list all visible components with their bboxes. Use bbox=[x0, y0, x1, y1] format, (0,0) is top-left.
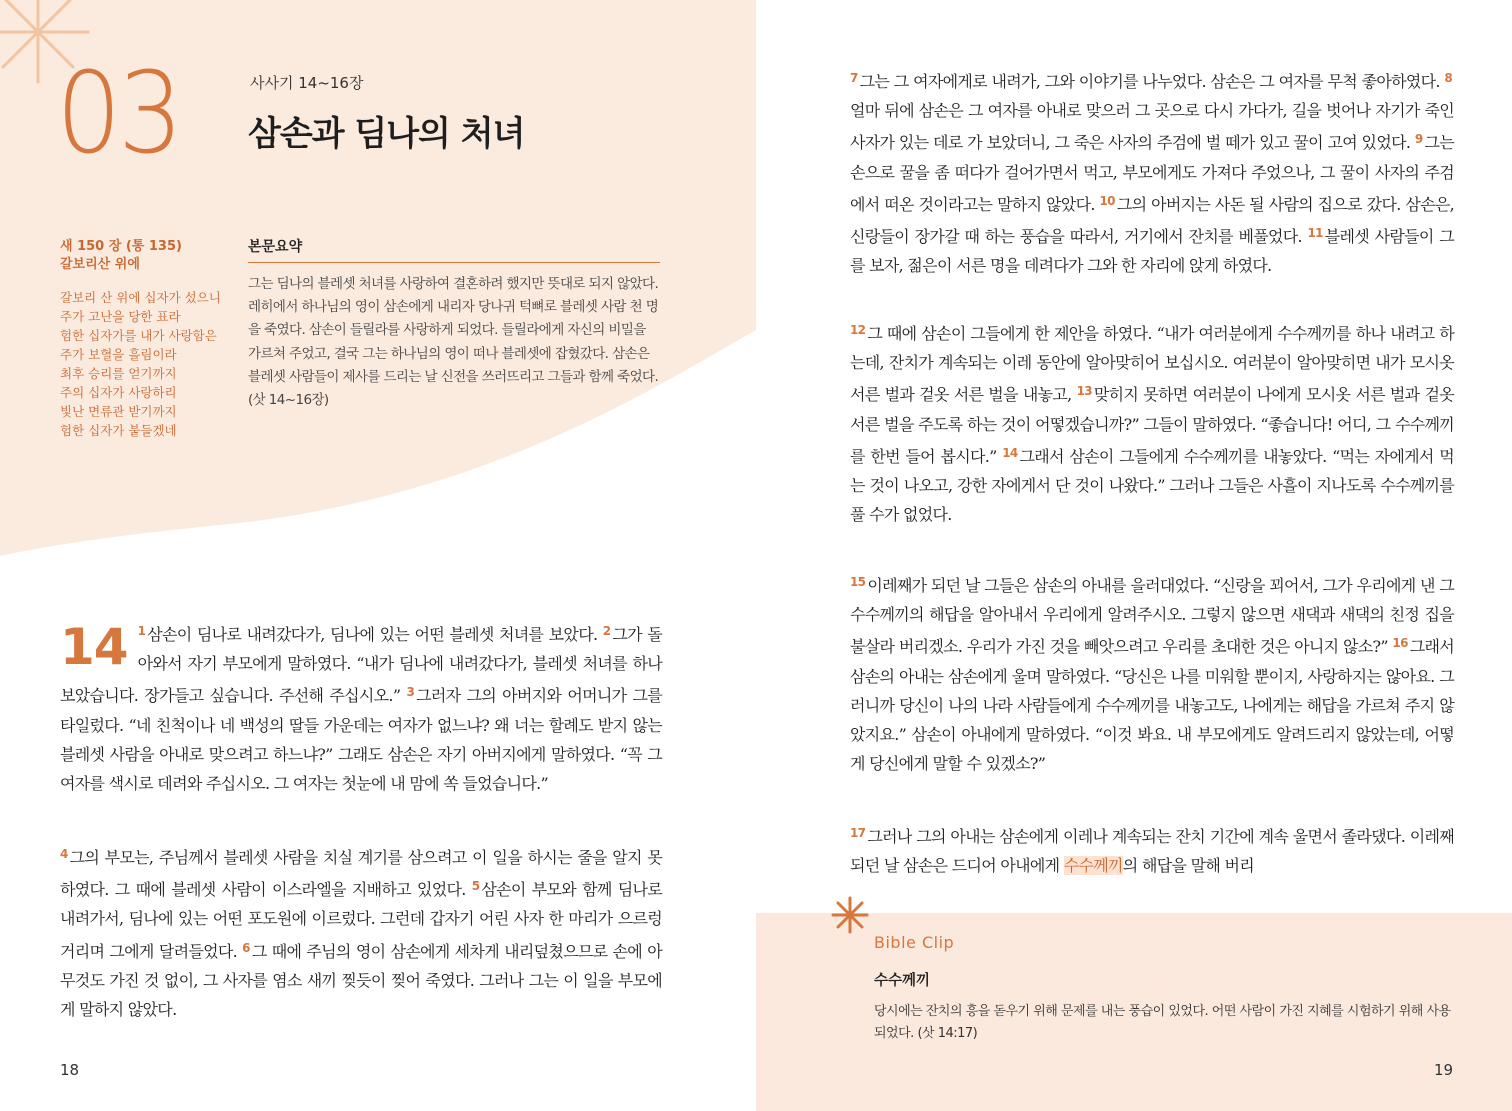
verse-number: 8 bbox=[1444, 71, 1452, 85]
verse-number: 6 bbox=[242, 940, 250, 955]
verse-text: 그래서 삼손의 아내는 삼손에게 울며 말하였다. “당신은 나를 미워할 뿐이지, 사랑하지는 않아요. 그러니까 당신이 나의 나라 사람들에게 수수께끼를 내놓고도, 나에게는 해답을 가르쳐 주지 않았지요.” 삼손이 아내에게 말하였다. “이것 봐요. 내 부모에게도 알려드리지 않았는데, 어떻게 당신에게 말할 수 있겠소?” bbox=[850, 637, 1455, 774]
verse-number: 9 bbox=[1414, 132, 1423, 147]
verse-number: 13 bbox=[1076, 384, 1092, 399]
verse-number: 7 bbox=[850, 71, 858, 85]
verse-text: 그가 돌아와서 자기 부모에게 말하였다. “내가 딤나에 내려갔다가, 블레셋 처녀를 하나 보았습니다. 장가들고 싶습니다. 주선해 주십시오.” bbox=[60, 625, 663, 706]
hymn-line: 험한 십자가를 내가 사랑함은 bbox=[60, 328, 217, 343]
verse-number: 1 bbox=[137, 624, 146, 638]
verse-text: 그 때에 삼손이 그들에게 한 제안을 하였다. “내가 여러분에게 수수께끼를 하나 내려고 하는데, 잔치가 계속되는 이레 동안에 알아맞히어 보십시오. 여러분이 알아맞히면 내가 모시옷 서른 벌과 겉옷 서른 벌을 내놓고, bbox=[850, 324, 1454, 405]
verse-text: 그는 그 여자에게로 내려가, 그와 이야기를 나누었다. 삼손은 그 여자를 무척 좋아하였다. bbox=[859, 72, 1440, 91]
verse-text: 그는 손으로 꿀을 좀 떠다가 걸어가면서 먹고, 부모에게도 가져다 주었으나, 그 꿀이 사자의 주검에서 떠온 것이라고는 말하지 않았다. bbox=[850, 133, 1454, 214]
verse-number: 11 bbox=[1307, 226, 1323, 241]
chapter-number: 03 bbox=[56, 49, 180, 179]
verse-number: 15 bbox=[850, 575, 866, 589]
page-number-right: 19 bbox=[1434, 1061, 1454, 1079]
verse-text: 삼손이 딤나로 내려갔다가, 딤나에 있는 어떤 블레셋 처녀를 보았다. bbox=[147, 625, 598, 644]
verse-number: 16 bbox=[1392, 636, 1408, 651]
verse-text: 이레째가 되던 날 그들은 삼손의 아내를 을러대었다. “신랑을 꾀어서, 그가 우리에게 낸 그 수수께끼의 해답을 알아내서 우리에게 알려주시오. 그렇지 않으면 새댁과 새댁의 친정 집을 불살라 버리겠소. 우리가 가진 것을 빼앗으려고 우리를 초대한 것은 아니지 않소?” bbox=[850, 576, 1455, 657]
bible-clip-text: 당시에는 잔치의 흥을 돋우기 위해 문제를 내는 풍습이 있었다. 어떤 사람이 가진 지혜를 시험하기 위해 사용되었다. (삿 14:17) bbox=[874, 1004, 1451, 1041]
verse-number: 2 bbox=[602, 624, 611, 638]
verse-number: 5 bbox=[471, 879, 480, 894]
hymn-title: 갈보리산 위에 bbox=[60, 257, 140, 272]
body-paragraph bbox=[850, 64, 1454, 280]
hymn-line: 빛난 면류관 받기까지 bbox=[60, 404, 177, 419]
body-paragraph bbox=[60, 840, 662, 1024]
bible-clip-heading: 수수께끼 bbox=[874, 973, 931, 989]
verse-text: 의 해답을 말해 버리 bbox=[1122, 856, 1255, 876]
page-title: 삼손과 딤나의 처녀 bbox=[248, 114, 525, 154]
hymn-line: 최후 승리를 얻기까지 bbox=[60, 366, 177, 381]
hymn-lyrics bbox=[60, 288, 240, 440]
bible-clip-title: Bible Clip bbox=[874, 933, 955, 952]
hymn-line: 주의 십자가 사랑하리 bbox=[60, 385, 177, 400]
asterisk-star-icon bbox=[830, 895, 870, 935]
body-paragraph bbox=[850, 819, 1454, 880]
body-paragraph bbox=[850, 568, 1454, 778]
verse-text: 그래서 삼손이 그들에게 수수께끼를 내놓았다. “먹는 자에게서 먹는 것이 나오고, 강한 자에게서 단 것이 나왔다.” 그러나 그들은 사흘이 지나도록 수수께끼를 풀 수가 없었다. bbox=[850, 446, 1455, 525]
bible-clip-box bbox=[756, 913, 1512, 1111]
hymn-line: 갈보리 산 위에 십자가 섰으니 bbox=[60, 290, 221, 305]
verse-number: 10 bbox=[1099, 193, 1115, 208]
verse-text: 그러자 그의 아버지와 어머니가 그를 타일렀다. “네 친척이나 네 백성의 딸들 가운데는 여자가 없느냐? 왜 너는 할례도 받지 않는 블레셋 사람을 아내로 맞으려고 하느냐?” 그래도 삼손은 자기 아버지에게 말하였다. “꼭 그 여자를 색시로 데려와 주십시오. 그 여자는 첫눈에 내 맘에 쏙 들었습니다.” bbox=[60, 686, 662, 794]
summary-box bbox=[248, 236, 660, 412]
highlighted-word: 수수께끼 bbox=[1063, 856, 1123, 876]
verse-number: 3 bbox=[406, 685, 415, 700]
summary-text: 그는 딤나의 블레셋 처녀를 사랑하여 결혼하려 했지만 뜻대로 되지 않았다. 레히에서 하나님의 영이 삼손에게 내리자 당나귀 턱뼈로 블레셋 사람 천 명을 죽였다. 삼손이 들릴라를 사랑하게 되었다. 들릴라에게 자신의 비밀을 가르쳐 주었고, 결국 그는 하나님의 영이 떠나 블레셋에 잡혔갔다. 삼손은 블레셋 사람들이 제사를 드리는 날 신전을 쓰러뜨리고 그들과 함께 죽었다. (삿 14~16장) bbox=[248, 276, 659, 409]
hymn-line: 험한 십자가 붙들겠네 bbox=[60, 423, 177, 438]
hymn-box bbox=[60, 238, 240, 440]
verse-number: 12 bbox=[850, 323, 866, 337]
verse-text: 그의 아버지는 사돈 될 사람의 집으로 갔다. 삼손은, 신랑들이 장가갈 때 하는 풍습을 따라서, 거기에서 잔치를 베풀었다. bbox=[850, 194, 1454, 247]
verse-text: 삼손이 부모와 함께 딤나로 내려가서, 딤나에 있는 어떤 포도원에 이르렀다. 그런데 갑자기 어린 사자 한 마리가 으르렁거리며 그에게 달려들었다. bbox=[60, 880, 663, 961]
verse-number: 14 bbox=[1002, 445, 1018, 460]
verse-text: 얼마 뒤에 삼손은 그 여자를 아내로 맞으러 그 곳으로 다시 가다가, 길을 벗어나 자기가 죽인 사자가 있는 데로 가 보았더니, 그 죽은 사자의 주검에 벌 떼가 있고 꿀이 고여 있었다. bbox=[850, 101, 1454, 153]
verse-text: 그러나 그의 아내는 삼손에게 이레나 계속되는 잔치 기간에 계속 울면서 졸라댔다. 이레째 되던 날 삼손은 드디어 아내에게 bbox=[850, 827, 1454, 876]
body-paragraph bbox=[60, 617, 662, 798]
summary-label: 본문요약 bbox=[248, 236, 660, 263]
verse-number: 4 bbox=[60, 847, 68, 861]
verse-text: 맞히지 못하면 여러분이 나에게 모시옷 서른 벌과 겉옷 서른 벌을 주도록 하는 것이 어떻겠습니까?” 그들이 말하였다. “좋습니다! 어디, 그 수수께끼를 한번 들어 봅시다.” bbox=[850, 385, 1454, 466]
chapter-drop-number: 14 bbox=[60, 618, 128, 676]
verse-text: 그의 부모는, 주님께서 블레셋 사람을 치실 계기를 삼으려고 이 일을 하시는 줄을 알지 못하였다. 그 때에 블레셋 사람이 이스라엘을 지배하고 있었다. bbox=[60, 848, 662, 900]
body-paragraph bbox=[850, 316, 1454, 529]
hymn-number: 새 150 장 (통 135) bbox=[60, 239, 182, 254]
hymn-line: 주가 보혈을 흘림이라 bbox=[60, 347, 177, 362]
verse-text: 그 때에 주님의 영이 삼손에게 세차게 내리덮쳤으므로 손에 아무것도 가진 것 없이, 그 사자를 염소 새끼 찢듯이 찢어 죽였다. 그러나 그는 이 일을 부모에게 말하지 않았다. bbox=[60, 941, 662, 1020]
hymn-line: 주가 고난을 당한 표라 bbox=[60, 309, 181, 324]
page-number-left: 18 bbox=[60, 1061, 80, 1079]
verse-number: 17 bbox=[850, 826, 866, 840]
scripture-reference: 사사기 14~16장 bbox=[250, 74, 364, 92]
verse-text: 블레셋 사람들이 그를 보자, 젊은이 서른 명을 데려다가 그와 한 자리에 앉게 하였다. bbox=[850, 227, 1454, 276]
